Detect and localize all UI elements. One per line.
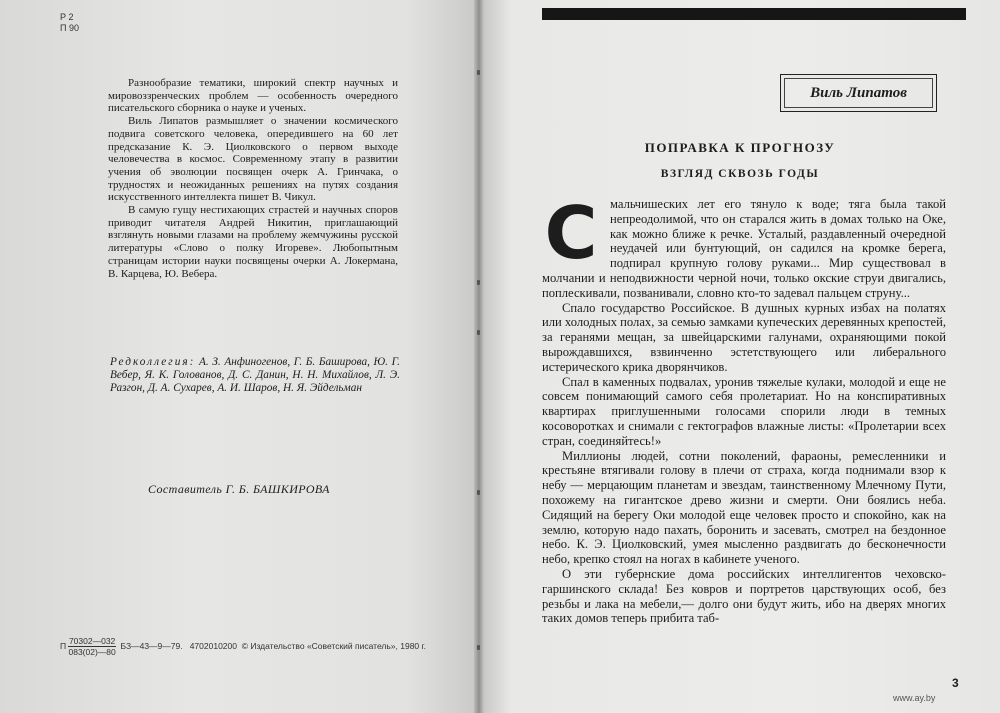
left-page: [0, 0, 478, 713]
first-paragraph-text: мальчишеских лет его тянуло к воде; тяга была такой непреодолимой, что он старался жить в домах только на Оке, как можно ближе к речке. Усталый, раздавленный очередной неудачей или бунтующий, он садился на кромке берега, подпирал крупную голову руками... Мир существовал в молчании и неподвижности черной ночи, только окские струи двигались, поплескивали, позванивали, словно кто-то задевал пальцем струну...: [542, 197, 946, 300]
annotation-paragraph: В самую гущу нестихающих страстей и научных споров приводит читателя Андрей Никитин, приглашающий взглянуть новыми глазами на проблему жемчужины русской литературы «Слово о полку Игореве». Любопытным страницам истории науки посвящены очерки А. Локермана, В. Карцева, Ю. Вебера.: [108, 204, 398, 280]
catalog-code-line: П 90: [60, 23, 79, 33]
chapter-title: ПОПРАВКА К ПРОГНОЗУ: [644, 140, 836, 155]
body-paragraph: Спал в каменных подвалах, уронив тяжелые кулаки, молодой и еще не совсем понимающий самого себя пролетариат. Но на конспиративных квартирах приглушенными голосами спорили люди в темных косоворотках и снимали с гектографов влажные листы: «Пролетарии всех стран, соединяйтесь!»: [542, 374, 946, 448]
imprint-code: 4702010200: [189, 640, 237, 651]
body-text: [542, 191, 946, 626]
editorial-board: [110, 356, 400, 394]
drop-cap: С: [544, 191, 598, 275]
editorial-members: А. З. Анфиногенов, Г. Б. Баширова, Ю. Г. Вебер, Я. К. Голованов, Д. С. Данин, Н. Н. Михайлов, Л. Э. Разгон, Д. А. Сухарев, А. И. Шаров, Н. Я. Эйдельман: [110, 356, 400, 394]
imprint-line: [60, 636, 426, 657]
catalog-code: [60, 12, 79, 34]
watermark: www.ay.by: [893, 693, 936, 703]
binding-stitch: [477, 490, 480, 495]
binding-stitch: [477, 330, 480, 335]
header-rule: [542, 8, 966, 20]
publisher-copyright: © Издательство «Советский писатель», 1980 г.: [241, 640, 426, 651]
chapter-subtitle: ВЗГЛЯД СКВОЗЬ ГОДЫ: [660, 168, 820, 180]
compiler-credit: Составитель Г. Б. БАШКИРОВА: [148, 482, 330, 496]
body-paragraph: Миллионы людей, сотни поколений, фараоны, ремесленники и крестьяне втягивали голову в плечи от страха, когда поднимали взор к небу — мерцающим планетам и звездам, таинственному Млечному Пути, похожему на гигантское древо жизни и смерти. Они боялись неба. Сидящий на берегу Оки молодой еще человек просто и спокойно, как на землю, которую надо пахать, боронить и засевать, смотрел на бездонное небо. К. Э. Циолковский, умея мысленно раздвигать до бесконечности небо, крепко стоял на ногах в кабинете ученого.: [542, 448, 946, 567]
body-paragraph: О эти губернские дома российских интеллигентов чеховско-гаршинского склада! Без ковров и портретов царствующих особ, без резьбы и лака на мебели,— долго они будут жить, ибо на дверях многих таких домов теперь прибита таб-: [542, 566, 946, 626]
imprint-letter: П: [60, 640, 67, 651]
imprint-code: БЗ—43—9—79.: [120, 640, 183, 651]
imprint-fraction-top: 70302—032: [68, 636, 116, 646]
editorial-label: Редколлегия:: [110, 356, 196, 368]
binding-stitch: [477, 280, 480, 285]
imprint-fraction-bottom: 083(02)—80: [68, 647, 116, 657]
body-paragraph: Спало государство Российское. В душных курных избах на полатях или холодных полах, за семью замками купеческих деревянных крепостей, за геранями мещан, за швейцарскими галунами, охраняющими покой вырождавшихся, взвинченно эстетствующего или либерального истерического крика дворянчиков.: [542, 300, 946, 374]
annotation-block: [108, 77, 398, 280]
binding-stitch: [477, 645, 480, 650]
catalog-code-line: Р 2: [60, 12, 74, 22]
author-box: Виль Липатов: [780, 74, 937, 112]
annotation-paragraph: Разнообразие тематики, широкий спектр научных и мировоззренческих проблем — особенность очередного писательского сборника о науке и ученых.: [108, 77, 398, 115]
annotation-paragraph: Виль Липатов размышляет о значении космического подвига советского человека, опередившего на 60 лет предсказание К. Э. Циолковского о первом выходе человечества в космос. Современному этапу в развитии учения об эволюции посвящен очерк А. Гринчака, о трудностях и неожиданных решениях на путях создания искусственного интеллекта пишет В. Чикул.: [108, 115, 398, 204]
body-paragraph: [542, 191, 946, 301]
page-number: 3: [952, 676, 959, 690]
book-gutter: [474, 0, 484, 713]
binding-stitch: [477, 70, 480, 75]
imprint-fraction: [68, 636, 115, 657]
right-page: [480, 0, 1000, 713]
